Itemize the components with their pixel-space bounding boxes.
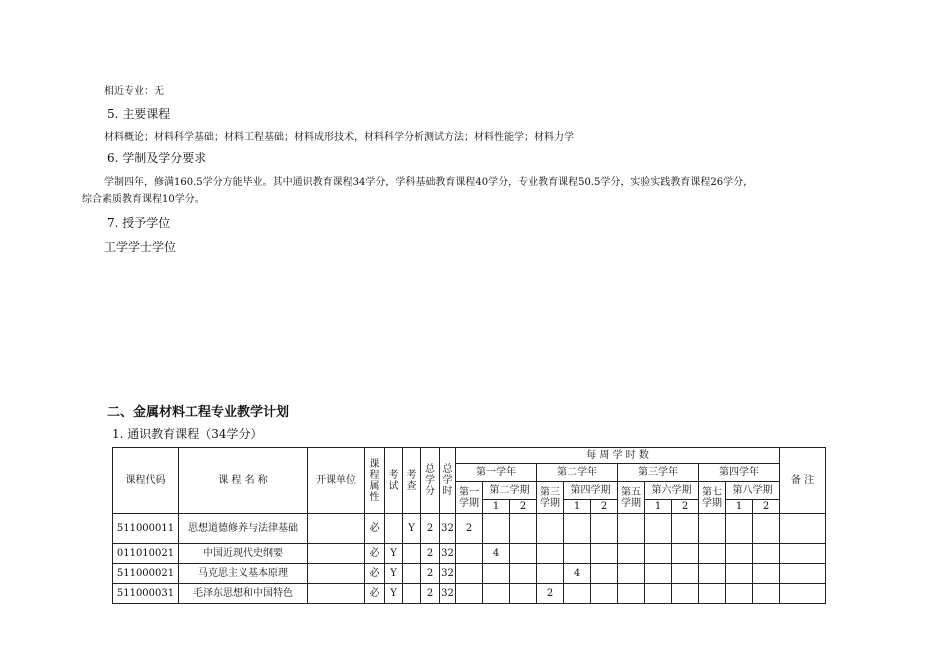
course-remark [780,514,826,544]
header-term-5: 第五学期 [621,486,641,509]
course-check [403,544,421,564]
header-term-3: 第三学期 [540,486,560,509]
term-3-hours [537,544,564,564]
header-attr: 课程属性 [369,458,380,503]
table-row [113,564,826,584]
course-hours: 32 [440,514,456,544]
header-half-1: 1 [564,500,591,514]
course-unit [308,514,365,544]
section-5-text: 材料概论；材料科学基础；材料工程基础；材料成形技术，材料科学分析测试方法；材料性能学；材料力学 [104,132,574,143]
term-4a-hours [564,584,591,604]
course-hours: 32 [440,584,456,604]
course-attr: 必 [365,584,385,604]
table-row [113,584,826,604]
section-6-line1: 学制四年，修满160.5学分方能毕业。其中通识教育课程34学分，学科基础教育课程40学分，专业教育课程50.5学分，实验实践教育课程26学分， [104,177,754,188]
section-5-title: 5. 主要课程 [107,107,171,121]
header-term-2: 第二学期 [483,482,537,500]
header-half-2: 2 [591,500,618,514]
term-1-hours [456,544,483,564]
term-4a-hours [564,514,591,544]
term-2a-hours [483,514,510,544]
term-1-hours: 2 [456,514,483,544]
term-3-hours [537,514,564,544]
course-remark [780,564,826,584]
course-attr: 必 [365,514,385,544]
header-term-1: 第一学期 [459,486,479,509]
course-code: 511000031 [113,584,179,604]
term-2a-hours: 4 [483,544,510,564]
header-unit: 开课单位 [308,448,365,514]
header-exam: 考试 [388,469,399,492]
plan-title: 二、金属材料工程专业教学计划 [107,405,290,420]
term-1-hours [456,564,483,584]
course-exam [385,514,403,544]
course-name: 毛泽东思想和中国特色 [179,584,308,604]
course-credits: 2 [421,584,440,604]
term-4a-hours [564,544,591,564]
header-term-8: 第八学期 [726,482,780,500]
course-credits: 2 [421,544,440,564]
section-6-title: 6. 学制及学分要求 [107,151,207,165]
course-check [403,564,421,584]
course-code: 011010021 [113,544,179,564]
course-remark [780,584,826,604]
plan-subtitle: 1. 通识教育课程（34学分） [112,427,263,441]
term-3-hours [537,564,564,584]
course-exam: Y [385,544,403,564]
header-year-3: 第三学年 [618,464,699,482]
header-half-2: 2 [510,500,537,514]
course-unit [308,564,365,584]
course-check: Y [403,514,421,544]
section-6-line2: 综合素质教育课程10学分。 [82,194,205,205]
header-remark: 备 注 [780,448,826,514]
header-term-4: 第四学期 [564,482,618,500]
table-row [113,514,826,544]
section-7-text: 工学学士学位 [104,240,177,254]
header-check: 考查 [406,469,417,492]
table-row [113,544,826,564]
course-credits: 2 [421,514,440,544]
header-term-7: 第七学期 [702,486,722,509]
header-half-1: 1 [483,500,510,514]
header-year-2: 第二学年 [537,464,618,482]
header-code: 课程代码 [113,448,179,514]
course-code: 511000011 [113,514,179,544]
related-major: 相近专业：无 [104,86,164,97]
course-attr: 必 [365,564,385,584]
course-remark [780,544,826,564]
term-1-hours [456,584,483,604]
course-hours: 32 [440,564,456,584]
header-half-1: 1 [726,500,753,514]
header-half-2: 2 [753,500,780,514]
course-hours: 32 [440,544,456,564]
course-plan-table [112,447,826,604]
course-credits: 2 [421,564,440,584]
course-attr: 必 [365,544,385,564]
course-unit [308,584,365,604]
header-year-4: 第四学年 [699,464,780,482]
course-exam: Y [385,584,403,604]
header-year-1: 第一学年 [456,464,537,482]
header-half-2: 2 [672,500,699,514]
course-unit [308,544,365,564]
header-term-6: 第六学期 [645,482,699,500]
term-2a-hours [483,584,510,604]
section-7-title: 7. 授予学位 [107,216,171,230]
header-weekly: 每 周 学 时 数 [456,448,780,464]
header-credits: 总学分 [425,464,435,497]
term-4a-hours: 4 [564,564,591,584]
course-exam: Y [385,564,403,584]
course-name: 思想道德修养与法律基础 [188,523,298,534]
course-name: 马克思主义基本原理 [179,564,308,584]
term-2a-hours [483,564,510,584]
term-3-hours: 2 [537,584,564,604]
course-code: 511000021 [113,564,179,584]
header-name: 课 程 名 称 [179,448,308,514]
header-hours: 总学时 [442,464,453,497]
course-name: 中国近现代史纲要 [179,544,308,564]
course-check [403,584,421,604]
header-half-1: 1 [645,500,672,514]
